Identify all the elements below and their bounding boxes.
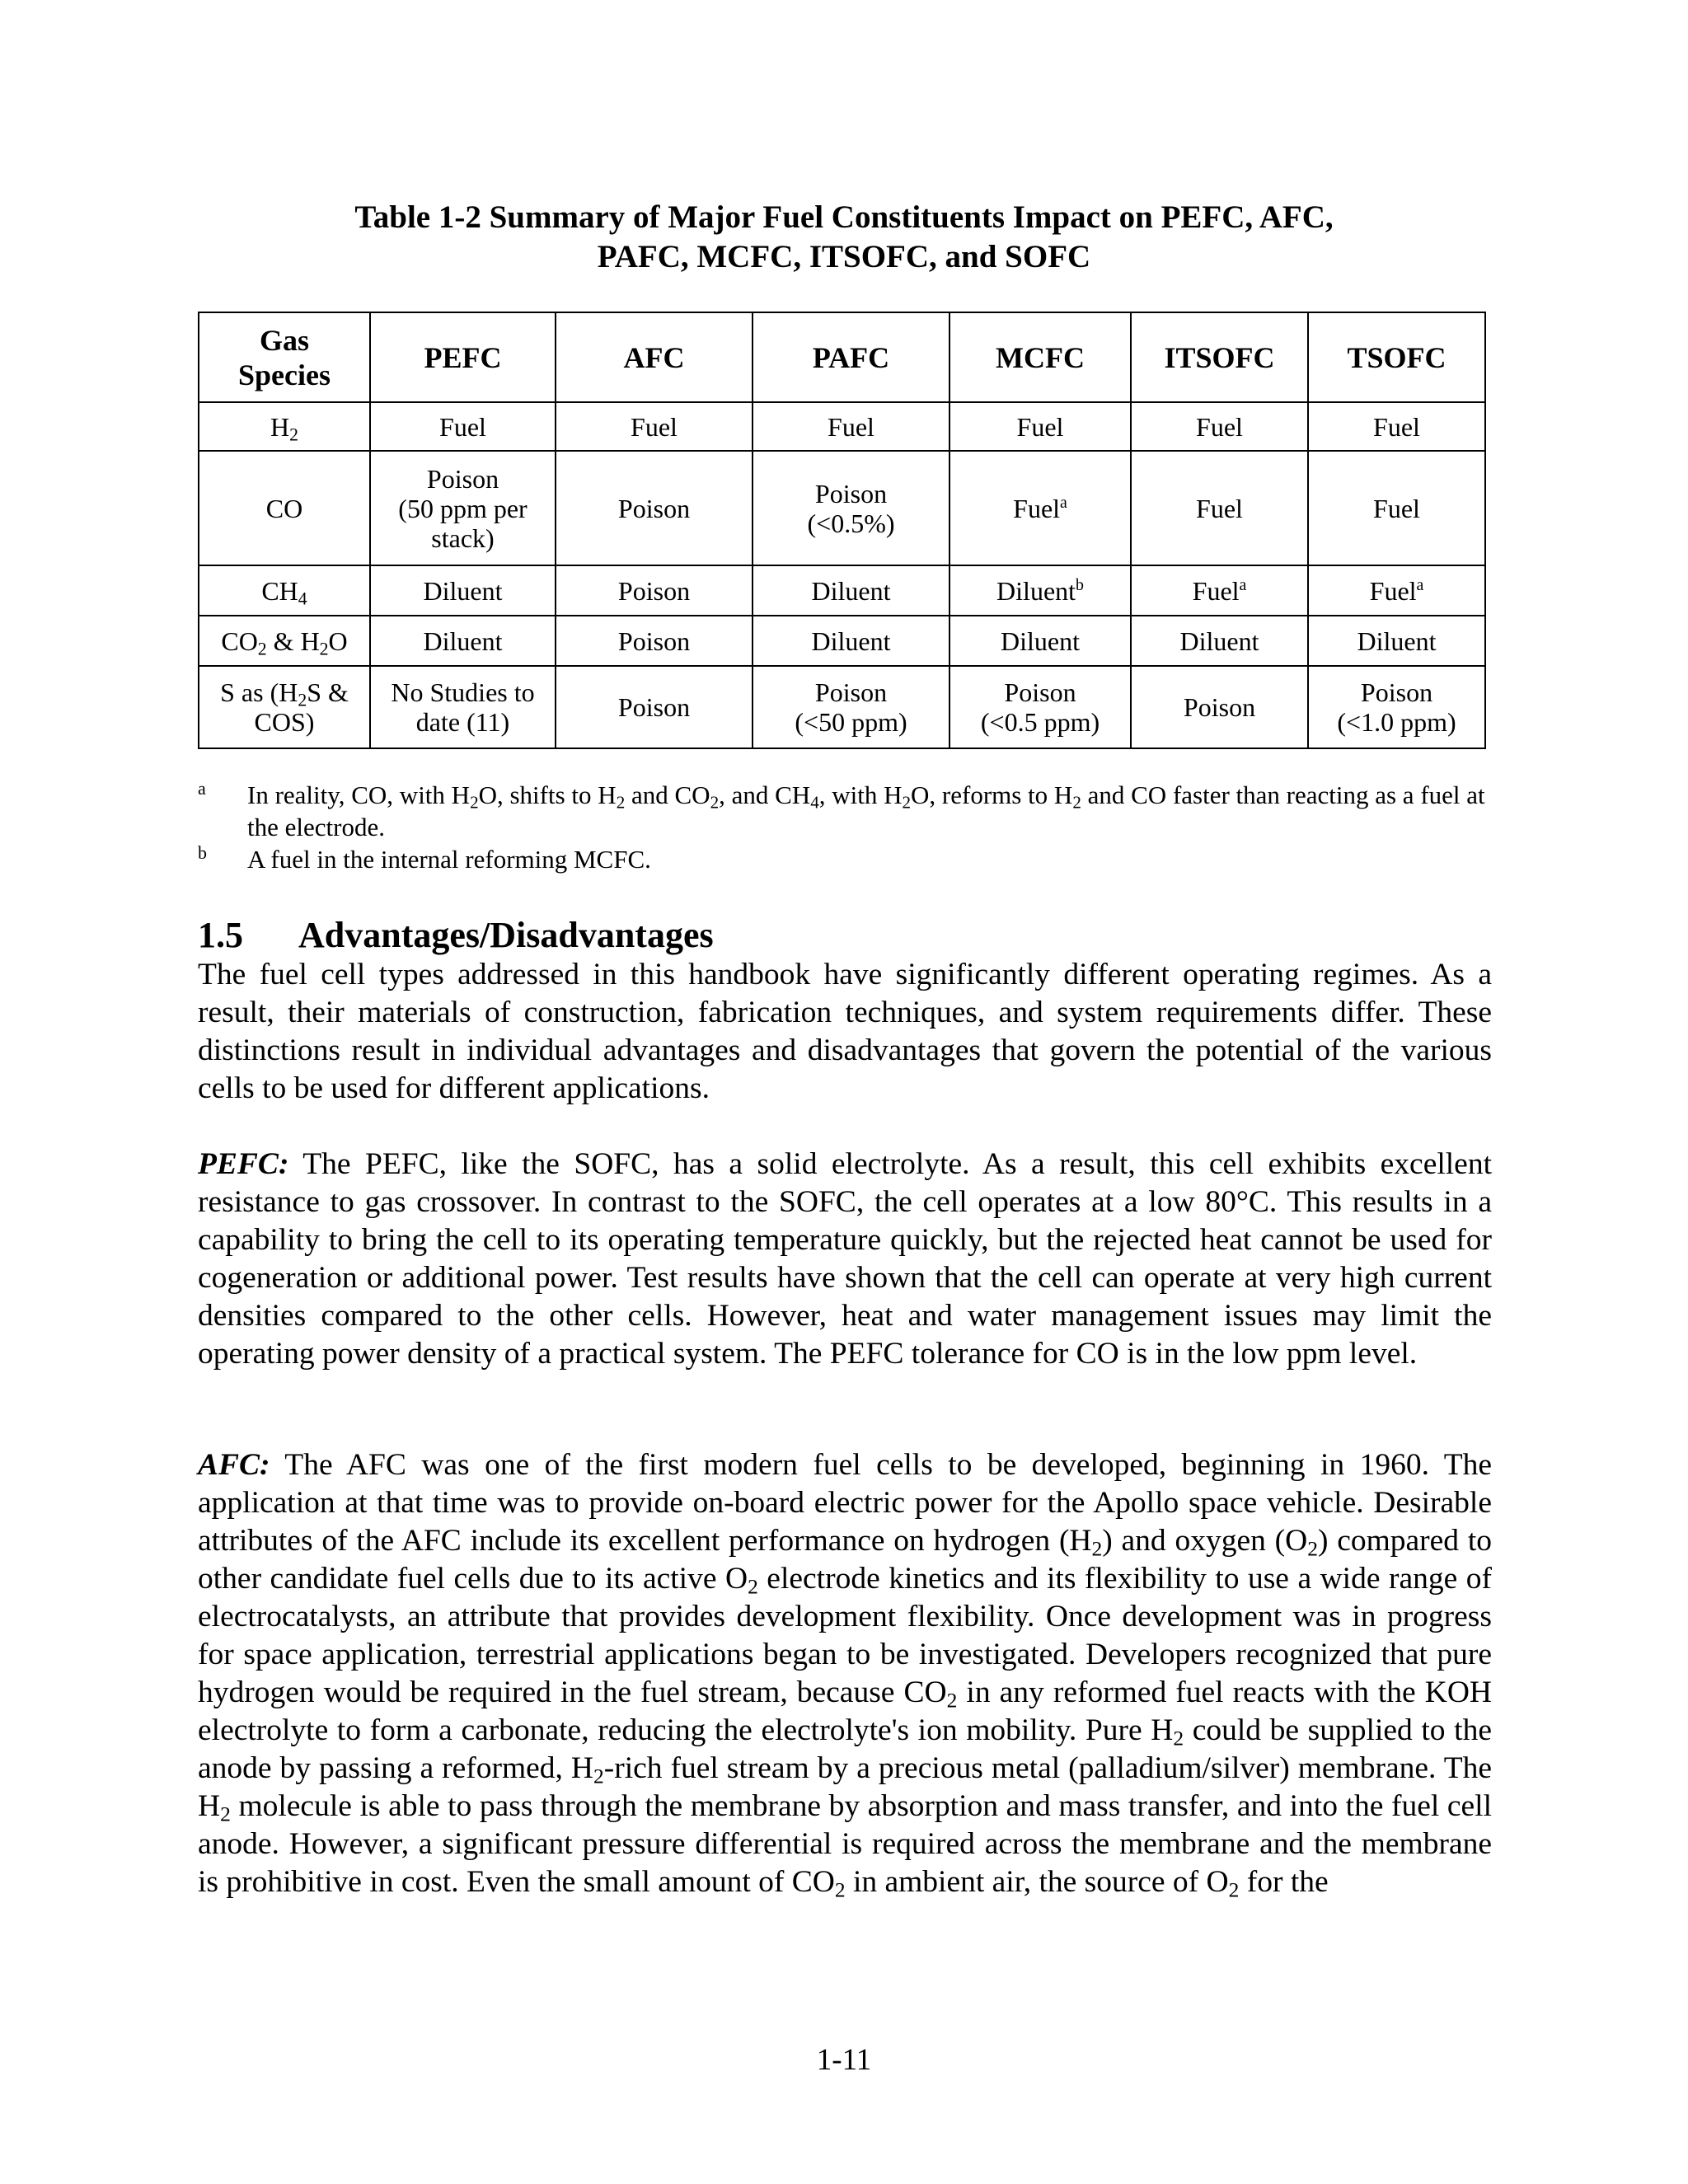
table-cell: Poison: [556, 616, 753, 666]
table-cell: Diluent: [1131, 616, 1308, 666]
table-cell: Fuel$^a$: [1308, 565, 1485, 616]
table-cell: Diluent$^b$: [950, 565, 1131, 616]
table-cell: Poison (<0.5 ppm): [950, 666, 1131, 748]
section-number: 1.5: [198, 915, 243, 955]
species-cell: $CO_2$ & $H_2O$: [199, 616, 370, 666]
table-cell: Poison (<50 ppm): [753, 666, 950, 748]
footnote-a-mark: a: [198, 778, 206, 799]
table-cell: No Studies to date (11): [370, 666, 556, 748]
table-cell: Poison: [556, 565, 753, 616]
section-title: Advantages/Disadvantages: [298, 915, 714, 955]
afc-lead: AFC:: [198, 1448, 270, 1482]
table-cell: Poison (50 ppm per stack): [370, 451, 556, 565]
footnote-ref: a: [1416, 575, 1424, 594]
table-cell: Fuel$^a$: [950, 451, 1131, 565]
table-cell: Poison: [556, 666, 753, 748]
footnote-b-mark: b: [198, 842, 207, 863]
table-cell: Poison (<1.0 ppm): [1308, 666, 1485, 748]
table-cell: Diluent: [753, 616, 950, 666]
table-cell: Fuel$^a$: [1131, 565, 1308, 616]
table-title-line-1: Table 1-2 Summary of Major Fuel Constituents Impact on PEFC, AFC,: [354, 199, 1334, 235]
table-cell: Fuel: [556, 402, 753, 451]
species-cell: S as ($H_2S$ & COS): [199, 666, 370, 748]
footnote-ref: b: [1076, 575, 1084, 594]
table-cell: Fuel: [1131, 402, 1308, 451]
table-cell: Fuel: [370, 402, 556, 451]
table-cell: Poison (<0.5%): [753, 451, 950, 565]
table-row-sulfur: [199, 666, 1485, 748]
intro-paragraph: The fuel cell types addressed in this handbook have significantly different operating regimes. As a result, their materials of construction, fabrication techniques, and system requirements differ. These distinctions result in individual advantages and disadvantages that govern the potential of the various cells to be used for different applications.: [198, 958, 1492, 1105]
pefc-paragraph: PEFC: The PEFC, like the SOFC, has a solid electrolyte. As a result, this cell exhibits excellent resistance to gas crossover. In contrast to the SOFC, the cell operates at a low 80°C. This results in a capability to bring the cell to its operating temperature quickly, but the rejected heat cannot be used for cogeneration or additional power. Test results have shown that the cell can operate at very high current densities compared to the other cells. However, heat and water management issues may limit the operating power density of a practical system. The PEFC tolerance for CO is in the low ppm level.: [198, 1147, 1492, 1371]
species-cell: CO: [199, 451, 370, 565]
pefc-lead: PEFC:: [198, 1147, 289, 1181]
header-mcfc: MCFC: [950, 312, 1131, 402]
table-cell: Fuel: [950, 402, 1131, 451]
page-number: 1-11: [816, 2043, 872, 2077]
header-itsofc: ITSOFC: [1131, 312, 1308, 402]
table-cell: Diluent: [1308, 616, 1485, 666]
table-cell: Diluent: [753, 565, 950, 616]
footnote-a: a In reality, CO, with $H_2O$, shifts to $H_2$ and $CO_2$, and $CH_4$, with $H_2O$, reforms to $H_2$ and CO faster than reacting as a fuel at the electrode.: [198, 779, 1492, 843]
afc-paragraph: AFC: The AFC was one of the first modern fuel cells to be developed, beginning in 1960. The application at that time was to provide on-board electric power for the Apollo space vehicle. Desirable attributes of the AFC include its excellent performance on hydrogen $(H_2)$ and oxygen $(O_2)$ compared to other candidate fuel cells due to its active $O_2$ electrode kinetics and its flexibility to use a wide range of electrocatalysts, an attribute that provides development flexibility. Once development was in progress for space application, terrestrial applications began to be investigated. Developers recognized that pure hydrogen would be required in the fuel stream, because $CO_2$ in any reformed fuel reacts with the KOH electrolyte to form a carbonate, reducing the electrolyte's ion mobility. Pure $H_2$ could be supplied to the anode by passing a reformed, $H_2$-rich fuel stream by a precious metal (palladium/silver) membrane. The $H_2$ molecule is able to pass through the membrane by absorption and mass transfer, and into the fuel cell anode. However, a significant pressure differential is required across the membrane and the membrane is prohibitive in cost. Even the small amount of $CO_2$ in ambient air, the source of $O_2$ for the: [198, 1448, 1492, 1902]
table-title-line-2: PAFC, MCFC, ITSOFC, and SOFC: [597, 239, 1091, 274]
table-row-ch4: [199, 565, 1485, 616]
fuel-constituents-table: [198, 312, 1486, 749]
table-row-co: [199, 451, 1485, 565]
footnote-ref: a: [1239, 575, 1247, 594]
table-cell: Diluent: [370, 616, 556, 666]
table-cell: Fuel: [1308, 451, 1485, 565]
footnote-b: b A fuel in the internal reforming MCFC.: [198, 843, 1492, 875]
header-tsofc: TSOFC: [1308, 312, 1485, 402]
table-row-co2-h2o: [199, 616, 1485, 666]
table-header-row: [199, 312, 1485, 402]
species-cell: $H_2$: [199, 402, 370, 451]
table-cell: Poison: [1131, 666, 1308, 748]
table-row-h2: [199, 402, 1485, 451]
table-cell: Diluent: [370, 565, 556, 616]
species-cell: $CH_4$: [199, 565, 370, 616]
footnote-ref: a: [1060, 493, 1067, 512]
header-afc: AFC: [556, 312, 753, 402]
table-cell: Fuel: [753, 402, 950, 451]
header-gas-species: Gas Species: [199, 312, 370, 402]
header-pafc: PAFC: [753, 312, 950, 402]
table-cell: Fuel: [1131, 451, 1308, 565]
table-footnotes: [198, 779, 1492, 875]
table-title: [198, 198, 1490, 277]
table-cell: Diluent: [950, 616, 1131, 666]
header-pefc: PEFC: [370, 312, 556, 402]
table-cell: Fuel: [1308, 402, 1485, 451]
section-heading: [198, 913, 714, 958]
table-cell: Poison: [556, 451, 753, 565]
